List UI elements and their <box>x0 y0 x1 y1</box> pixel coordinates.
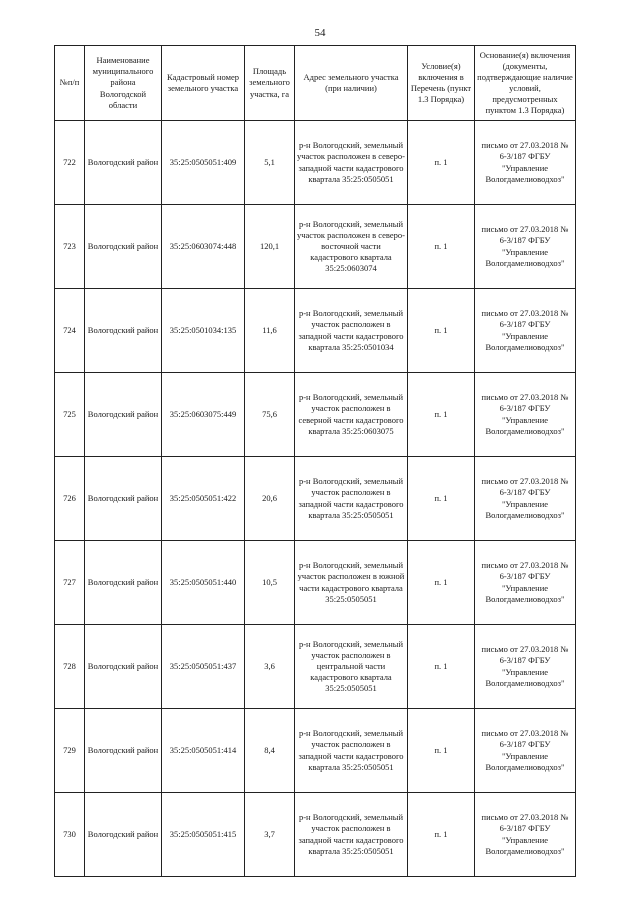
cell-address: р-н Вологодский, земельный участок расположен в центральной части кадастрового квартала 35:25:0505051 <box>295 625 408 709</box>
table-row <box>55 289 576 373</box>
header-condition: Условие(я) включения в Перечень (пункт 1.3 Порядка) <box>408 46 475 121</box>
cell-municipality: Вологодский район <box>85 541 162 625</box>
page-number: 54 <box>314 27 326 39</box>
cell-basis: письмо от 27.03.2018 № 6-3/187 ФГБУ "Управление Вологдамелиоводхоз" <box>475 457 576 541</box>
cell-municipality: Вологодский район <box>85 121 162 205</box>
header-address: Адрес земельного участка (при наличии) <box>295 46 408 121</box>
cell-area: 3,6 <box>245 625 295 709</box>
cell-address: р-н Вологодский, земельный участок расположен в северо-восточной части кадастрового квартала 35:25:0603074 <box>295 205 408 289</box>
table-row <box>55 541 576 625</box>
header-cadastral: Кадастровый номер земельного участка <box>162 46 245 121</box>
cell-cadastral: 35:25:0505051:437 <box>162 625 245 709</box>
cell-area: 8,4 <box>245 709 295 793</box>
cell-area: 11,6 <box>245 289 295 373</box>
table-row <box>55 793 576 877</box>
table-row <box>55 205 576 289</box>
header-area: Площадь земельного участка, га <box>245 46 295 121</box>
cell-basis: письмо от 27.03.2018 № 6-3/187 ФГБУ "Управление Вологдамелиоводхоз" <box>475 205 576 289</box>
cell-cadastral: 35:25:0603074:448 <box>162 205 245 289</box>
cell-condition: п. 1 <box>408 625 475 709</box>
cell-basis: письмо от 27.03.2018 № 6-3/187 ФГБУ "Управление Вологдамелиоводхоз" <box>475 541 576 625</box>
cell-municipality: Вологодский район <box>85 793 162 877</box>
cell-municipality: Вологодский район <box>85 205 162 289</box>
cell-area: 20,6 <box>245 457 295 541</box>
cell-basis: письмо от 27.03.2018 № 6-3/187 ФГБУ "Управление Вологдамелиоводхоз" <box>475 625 576 709</box>
cell-municipality: Вологодский район <box>85 625 162 709</box>
cell-area: 120,1 <box>245 205 295 289</box>
cell-address: р-н Вологодский, земельный участок расположен в западной части кадастрового квартала 35:25:0505051 <box>295 793 408 877</box>
cell-area: 3,7 <box>245 793 295 877</box>
cell-area: 10,5 <box>245 541 295 625</box>
cell-cadastral: 35:25:0505051:440 <box>162 541 245 625</box>
cell-cadastral: 35:25:0505051:414 <box>162 709 245 793</box>
cell-address: р-н Вологодский, земельный участок расположен в южной части кадастрового квартала 35:25:0505051 <box>295 541 408 625</box>
cell-condition: п. 1 <box>408 373 475 457</box>
cell-condition: п. 1 <box>408 541 475 625</box>
cell-cadastral: 35:25:0505051:409 <box>162 121 245 205</box>
cell-basis: письмо от 27.03.2018 № 6-3/187 ФГБУ "Управление Вологдамелиоводхоз" <box>475 709 576 793</box>
table-row <box>55 457 576 541</box>
cell-num: 726 <box>55 457 85 541</box>
header-basis: Основание(я) включения (документы, подтверждающие наличие условий, предусмотренных пунктом 1.3 Порядка) <box>475 46 576 121</box>
cell-address: р-н Вологодский, земельный участок расположен в западной части кадастрового квартала 35:25:0505051 <box>295 709 408 793</box>
cell-condition: п. 1 <box>408 457 475 541</box>
table-row <box>55 121 576 205</box>
cell-basis: письмо от 27.03.2018 № 6-3/187 ФГБУ "Управление Вологдамелиоводхоз" <box>475 121 576 205</box>
header-municipality: Наименование муниципального района Вологодской области <box>85 46 162 121</box>
cell-cadastral: 35:25:0505051:415 <box>162 793 245 877</box>
cell-municipality: Вологодский район <box>85 457 162 541</box>
cell-address: р-н Вологодский, земельный участок расположен в западной части кадастрового квартала 35:25:0505051 <box>295 457 408 541</box>
cell-condition: п. 1 <box>408 793 475 877</box>
cell-num: 728 <box>55 625 85 709</box>
cell-condition: п. 1 <box>408 205 475 289</box>
cell-basis: письмо от 27.03.2018 № 6-3/187 ФГБУ "Управление Вологдамелиоводхоз" <box>475 373 576 457</box>
cell-cadastral: 35:25:0501034:135 <box>162 289 245 373</box>
cell-num: 727 <box>55 541 85 625</box>
cell-basis: письмо от 27.03.2018 № 6-3/187 ФГБУ "Управление Вологдамелиоводхоз" <box>475 793 576 877</box>
table-row <box>55 709 576 793</box>
cell-num: 729 <box>55 709 85 793</box>
cell-municipality: Вологодский район <box>85 709 162 793</box>
cell-address: р-н Вологодский, земельный участок расположен в северной части кадастрового квартала 35:25:0603075 <box>295 373 408 457</box>
cell-num: 730 <box>55 793 85 877</box>
cell-cadastral: 35:25:0505051:422 <box>162 457 245 541</box>
table-row <box>55 373 576 457</box>
cell-condition: п. 1 <box>408 709 475 793</box>
cell-address: р-н Вологодский, земельный участок расположен в западной части кадастрового квартала 35:25:0501034 <box>295 289 408 373</box>
cell-address: р-н Вологодский, земельный участок расположен в северо-западной части кадастрового квартала 35:25:0505051 <box>295 121 408 205</box>
cell-num: 724 <box>55 289 85 373</box>
cell-municipality: Вологодский район <box>85 289 162 373</box>
cell-area: 75,6 <box>245 373 295 457</box>
cell-municipality: Вологодский район <box>85 373 162 457</box>
cell-basis: письмо от 27.03.2018 № 6-3/187 ФГБУ "Управление Вологдамелиоводхоз" <box>475 289 576 373</box>
cell-cadastral: 35:25:0603075:449 <box>162 373 245 457</box>
table-header-row <box>55 46 576 121</box>
header-num: №п/п <box>55 46 85 121</box>
table-row <box>55 625 576 709</box>
land-plots-table <box>54 45 576 877</box>
cell-condition: п. 1 <box>408 121 475 205</box>
cell-area: 5,1 <box>245 121 295 205</box>
cell-num: 722 <box>55 121 85 205</box>
cell-condition: п. 1 <box>408 289 475 373</box>
cell-num: 725 <box>55 373 85 457</box>
cell-num: 723 <box>55 205 85 289</box>
